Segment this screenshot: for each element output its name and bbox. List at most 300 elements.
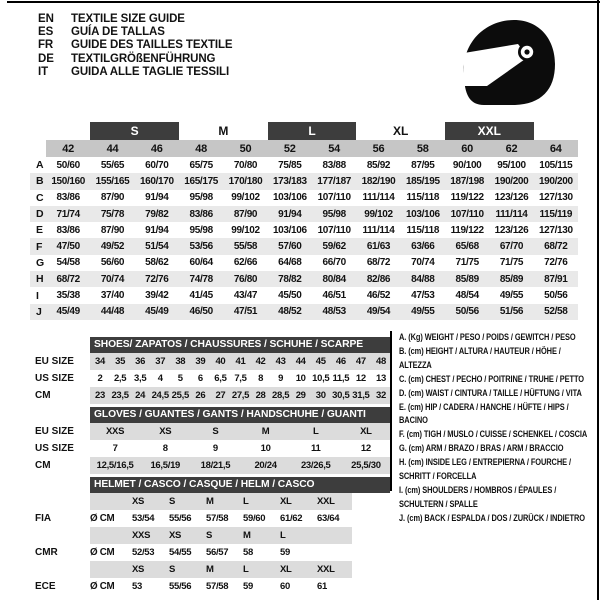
shoe-size-cell: 8: [258, 372, 264, 384]
glove-size-cell: 23/26,5: [291, 457, 341, 474]
measure-cell: 103/106: [272, 192, 307, 204]
legend-item: A. (Kg) WEIGHT / PESO / POIDS / GEWITCH / PESO: [399, 332, 576, 342]
measure-cell: 72/76: [145, 273, 169, 285]
measure-cell: 50/56: [455, 306, 479, 318]
language-code: EN: [38, 13, 54, 25]
shoe-size-cell: 24: [130, 387, 150, 404]
shoe-size-cell: 4: [157, 372, 163, 384]
helmet-unit-spacer: [90, 493, 130, 510]
helmet-value-cell: 53/54: [132, 512, 155, 524]
measure-cell: 78/82: [278, 273, 302, 285]
helmet-size-cell: S: [204, 527, 241, 544]
shoe-size-cell: 42: [251, 353, 271, 370]
size-group-label: L: [268, 122, 357, 140]
helmet-value-row: [35, 578, 391, 595]
shoe-size-cell: 36: [130, 353, 150, 370]
measure-cell: 83/88: [322, 159, 346, 171]
legend-item: B. (cm) HEIGHT / ALTURA / HAUTEUR / HÖHE / ALTEZZA: [399, 345, 561, 370]
measure-row: [30, 287, 578, 303]
shoe-size-cell: 45: [311, 353, 331, 370]
measure-cell: 187/198: [450, 175, 484, 187]
helmet-size-cell: L: [241, 493, 278, 510]
helmet-value-cell: 60: [280, 580, 290, 592]
measure-cell: 60/70: [145, 159, 169, 171]
glove-size-cell: 16,5/19: [140, 457, 190, 474]
measure-cell: 46/51: [322, 290, 346, 302]
helmet-size-cell: XXL: [315, 493, 352, 510]
helmet-value-cell: 54/55: [169, 546, 192, 558]
glove-size-row-label: EU SIZE: [35, 425, 74, 437]
shoe-size-cell: 10: [295, 372, 306, 384]
shoe-size-cell: 37: [150, 353, 170, 370]
shoe-size-cell: 38: [170, 353, 190, 370]
helmet-size-cell: XS: [130, 493, 167, 510]
helmet-value-cell: 61/62: [280, 512, 303, 524]
measure-cell: 65/68: [455, 241, 479, 253]
measure-cell: 111/114: [362, 192, 395, 204]
helmet-value-cell: 59: [243, 580, 253, 592]
shoes-table-title: SHOES/ ZAPATOS / CHAUSSURES / SCHUHE / SCARPE: [90, 337, 390, 353]
size-number-cell: 46: [135, 140, 179, 157]
shoe-size-cell: 13: [375, 372, 386, 384]
measure-cell: 115/118: [406, 192, 440, 204]
measure-cell: 60/64: [189, 257, 213, 269]
shoe-size-cell: 23: [90, 387, 110, 404]
measure-cell: 123/126: [494, 192, 529, 204]
shoe-size-cell: 31,5: [351, 387, 371, 404]
shoe-size-cell: 27,5: [230, 387, 250, 404]
helmet-value-cell: 57/58: [206, 580, 229, 592]
measure-cell: 50/60: [56, 159, 80, 171]
measurement-legend: [399, 331, 593, 526]
shoe-size-cell: 7,5: [234, 372, 247, 384]
glove-size-cell: 9: [212, 442, 218, 454]
measure-cell: 64/68: [278, 257, 302, 269]
size-number-cell: 48: [179, 140, 223, 157]
measure-cell: 49/54: [366, 306, 391, 318]
measure-cell: 90/100: [452, 159, 482, 171]
size-number-cell: 50: [223, 140, 267, 157]
glove-size-cell: 20/24: [241, 457, 291, 474]
measure-cell: 41/45: [189, 290, 213, 302]
gloves-table-title: GLOVES / GUANTES / GANTS / HANDSCHUHE / GUANTI: [90, 407, 390, 423]
measure-cell: 46/50: [189, 306, 213, 318]
language-code: FR: [38, 39, 54, 52]
shoes-table: [35, 337, 391, 404]
measure-cell: 115/118: [406, 224, 440, 236]
glove-size-cell: 7: [112, 442, 118, 454]
measure-cell: 39/42: [145, 290, 169, 302]
legend-item: G. (cm) ARM / BRAZO / BRAS / ARM / BRACCIO: [399, 443, 564, 454]
measure-cell: 74/78: [189, 273, 213, 285]
helmet-size-spacer: [35, 527, 90, 544]
measure-row-label: F: [36, 240, 43, 253]
glove-size-row: [35, 440, 391, 457]
helmet-value-cell: 55/56: [169, 580, 192, 592]
measure-row-label: D: [36, 208, 44, 221]
helmet-size-spacer: [35, 561, 90, 578]
helmet-value-cell: 59: [280, 546, 290, 558]
shoe-size-cell: 27: [210, 387, 230, 404]
measure-cell: 45/49: [145, 306, 169, 318]
measure-cell: 37/40: [100, 290, 125, 302]
measure-cell: 46/52: [366, 290, 391, 302]
glove-size-cell: 18/21,5: [190, 457, 240, 474]
measure-cell: 48/53: [322, 306, 346, 318]
helmet-size-cell: XS: [130, 561, 167, 578]
right-border-line: [597, 0, 599, 600]
measure-cell: 59/62: [322, 241, 346, 253]
measure-cell: 55/65: [100, 159, 125, 171]
shoe-size-cell: 40: [210, 353, 230, 370]
helmet-value-cell: [315, 544, 352, 561]
helmet-size-cell: XS: [167, 527, 204, 544]
measure-row: [30, 206, 578, 222]
shoe-size-row: [35, 387, 391, 404]
measure-cell: 103/106: [405, 208, 440, 220]
measure-cell: 70/80: [233, 159, 258, 171]
helmet-value-cell: 63/64: [317, 512, 340, 524]
helmet-standard-label: FIA: [35, 512, 52, 524]
size-group-label: S: [90, 122, 179, 140]
measure-cell: 49/55: [411, 306, 435, 318]
helmet-unit-label: Ø CM: [90, 512, 115, 524]
shoe-size-cell: 46: [331, 353, 351, 370]
measure-cell: 91/94: [145, 224, 169, 236]
language-row: [38, 53, 233, 66]
size-number-cell: 42: [46, 140, 90, 157]
size-number-cell: 58: [401, 140, 445, 157]
helmet-standard-label: ECE: [35, 580, 56, 592]
measure-cell: 185/195: [405, 175, 440, 187]
legend-item: C. (cm) CHEST / PECHO / POITRINE / TRUHE / PETTO: [399, 373, 584, 384]
measure-cell: 107/110: [317, 224, 351, 236]
helmet-value-cell: 52/53: [132, 546, 155, 558]
helmet-value-row: [35, 544, 391, 561]
language-list: [38, 13, 233, 79]
measure-cell: 75/85: [278, 159, 302, 171]
size-number-cell: 56: [356, 140, 400, 157]
helmet-unit-spacer: [90, 561, 130, 578]
measure-cell: 68/72: [544, 241, 568, 253]
measure-cell: 70/74: [100, 273, 125, 285]
measure-cell: 85/89: [455, 273, 479, 285]
shoe-size-row: [35, 353, 391, 370]
measure-cell: 48/52: [278, 306, 302, 318]
measure-cell: 182/190: [361, 175, 396, 187]
measure-cell: 95/100: [497, 159, 526, 171]
language-code: ES: [38, 26, 54, 39]
shoe-size-row-label: US SIZE: [35, 372, 74, 384]
helmet-size-row: [35, 561, 391, 578]
measure-cell: 111/114: [495, 208, 528, 220]
measure-cell: 62/66: [233, 257, 258, 269]
measure-cell: 56/60: [100, 257, 125, 269]
shoe-size-cell: 30: [311, 387, 331, 404]
size-number-cell: 64: [534, 140, 578, 157]
legend-item: I. (cm) SHOULDERS / HOMBROS / ÉPAULES / SCHULTERN / SPALLE: [399, 484, 557, 509]
shoe-size-cell: 9: [278, 372, 284, 384]
measure-cell: 95/98: [189, 192, 213, 204]
shoe-size-cell: 11,5: [332, 372, 350, 384]
glove-size-cell: M: [241, 423, 291, 440]
shoe-size-cell: 47: [351, 353, 371, 370]
helmet-size-cell: M: [204, 561, 241, 578]
measure-row: [30, 304, 578, 320]
measure-cell: 155/165: [95, 175, 130, 187]
measure-cell: 68/72: [366, 257, 391, 269]
measure-row-label: J: [36, 305, 42, 318]
measure-cell: 53/56: [189, 241, 213, 253]
shoe-size-cell: 28: [251, 387, 271, 404]
helmet-size-cell: S: [167, 493, 204, 510]
helmet-value-cell: 53: [132, 580, 142, 592]
measure-cell: 51/56: [499, 306, 524, 318]
language-row: [38, 39, 233, 52]
legend-divider-line: [390, 331, 392, 491]
measure-cell: 105/115: [539, 159, 573, 171]
size-group-row: [30, 122, 578, 140]
legend-item: E. (cm) HIP / CADERA / HANCHE / HÜFTE / HIPS / BACINO: [399, 401, 569, 426]
measure-cell: 49/55: [499, 290, 524, 302]
glove-size-cell: 12,5/16,5: [90, 457, 140, 474]
language-text: GUÍA DE TALLAS: [71, 26, 165, 39]
shoe-size-cell: 44: [291, 353, 311, 370]
size-group-label: XL: [392, 124, 409, 138]
measure-cell: 177/187: [317, 175, 351, 187]
legend-item: H. (cm) INSIDE LEG / ENTREPIERNA / FOURCHE / SCHRITT / FORCELLA: [399, 457, 571, 482]
measure-cell: 173/183: [272, 175, 307, 187]
shoe-size-cell: 2: [97, 372, 103, 384]
shoe-size-row: [35, 370, 391, 387]
helmet-unit-label: Ø CM: [90, 546, 115, 558]
measure-cell: 66/70: [322, 257, 346, 269]
shoe-size-cell: 48: [371, 353, 391, 370]
measure-cell: 43/47: [233, 290, 258, 302]
size-number-cell: 52: [268, 140, 312, 157]
shoe-size-cell: 43: [271, 353, 291, 370]
shoe-size-cell: 35: [110, 353, 130, 370]
gloves-table: [35, 407, 391, 474]
measure-cell: 83/86: [56, 192, 80, 204]
measure-row: [30, 157, 578, 173]
shoe-size-cell: 25,5: [170, 387, 190, 404]
helmet-size-cell: XXS: [130, 527, 167, 544]
measure-cell: 67/70: [499, 241, 524, 253]
glove-size-cell: 10: [260, 442, 271, 454]
shoe-size-cell: 24,5: [150, 387, 170, 404]
measure-cell: 71/75: [499, 257, 524, 269]
measure-cell: 71/75: [455, 257, 479, 269]
helmet-size-row: [35, 493, 391, 510]
language-row: [38, 13, 233, 26]
shoe-size-cell: 12: [355, 372, 366, 384]
measure-cell: 54/58: [56, 257, 80, 269]
helmet-table-title: HELMET / CASCO / CASQUE / HELM / CASCO: [90, 477, 390, 493]
glove-size-cell: XXS: [90, 423, 140, 440]
shoe-size-cell: 10,5: [312, 372, 330, 384]
glove-size-row: [35, 457, 391, 474]
size-number-cell: 44: [90, 140, 134, 157]
helmet-size-cell: XXL: [315, 561, 352, 578]
shoe-size-cell: 32: [371, 387, 391, 404]
helmet-standard-label: CMR: [35, 546, 58, 558]
measure-row: [30, 238, 578, 254]
measure-cell: 85/89: [499, 273, 524, 285]
measure-cell: 68/72: [56, 273, 80, 285]
measure-row: [30, 271, 578, 287]
measure-cell: 87/90: [100, 192, 125, 204]
measure-cell: 150/160: [51, 175, 86, 187]
language-text: GUIDE DES TAILLES TEXTILE: [71, 39, 233, 52]
measure-cell: 95/98: [322, 208, 346, 220]
shoe-size-row-label: CM: [35, 389, 51, 401]
measure-cell: 107/110: [317, 192, 351, 204]
shoe-size-cell: 3,5: [134, 372, 147, 384]
measure-cell: 103/106: [272, 224, 307, 236]
measure-cell: 165/175: [184, 175, 218, 187]
language-text: GUIDA ALLE TAGLIE TESSILI: [71, 65, 230, 78]
helmet-size-cell: L: [241, 561, 278, 578]
measure-cell: 190/200: [538, 175, 573, 187]
language-text: TEXTILE SIZE GUIDE: [71, 13, 185, 25]
language-row: [38, 66, 233, 79]
shoe-size-cell: 39: [190, 353, 210, 370]
shoe-size-cell: 26: [190, 387, 210, 404]
helmet-size-cell: XL: [278, 561, 315, 578]
measure-cell: 35/38: [56, 290, 80, 302]
measure-cell: 99/102: [231, 224, 260, 236]
glove-size-row-label: US SIZE: [35, 442, 74, 454]
measure-cell: 45/49: [56, 306, 80, 318]
measure-cell: 115/119: [539, 208, 573, 220]
measure-cell: 123/126: [494, 224, 529, 236]
glove-size-cell: 12: [360, 442, 371, 454]
measure-cell: 83/86: [189, 208, 213, 220]
language-code: DE: [38, 52, 54, 65]
measure-cell: 65/75: [189, 159, 213, 171]
size-group-label: M: [218, 124, 229, 138]
measure-cell: 127/130: [538, 224, 573, 236]
measure-row-label: G: [36, 256, 45, 269]
size-number-row: [30, 140, 578, 157]
glove-size-cell: 25,5/30: [341, 457, 391, 474]
measure-cell: 99/102: [231, 192, 260, 204]
size-group-label: XXL: [445, 122, 534, 140]
measure-cell: 160/170: [139, 175, 174, 187]
helmet-size-cell: L: [278, 527, 315, 544]
shoe-size-cell: 34: [90, 353, 110, 370]
helmet-size-cell: [315, 527, 352, 544]
shoe-size-cell: 23,5: [110, 387, 130, 404]
measure-cell: 87/95: [411, 159, 435, 171]
measure-cell: 82/86: [366, 273, 391, 285]
measure-cell: 63/66: [411, 241, 435, 253]
top-border-line: [7, 1, 600, 3]
helmet-unit-label: Ø CM: [90, 580, 115, 592]
shoe-size-cell: 6: [197, 372, 203, 384]
language-code: IT: [38, 65, 49, 78]
helmet-value-cell: 57/58: [206, 512, 229, 524]
measure-cell: 84/88: [411, 273, 435, 285]
measure-row-label: B: [36, 175, 44, 188]
measure-cell: 119/122: [450, 192, 484, 204]
size-number-cell: 62: [489, 140, 533, 157]
measure-cell: 50/56: [544, 290, 568, 302]
measure-cell: 83/86: [56, 224, 80, 236]
helmet-value-cell: 61: [317, 580, 327, 592]
measure-row-label: H: [36, 273, 44, 286]
measure-cell: 47/51: [233, 306, 258, 318]
measure-row: [30, 222, 578, 238]
measure-cell: 87/91: [544, 273, 568, 285]
measure-cell: 55/58: [233, 241, 258, 253]
glove-size-cell: 11: [311, 442, 321, 454]
glove-size-row: [35, 423, 391, 440]
measure-cell: 71/74: [56, 208, 80, 220]
measure-row-label: C: [36, 191, 44, 204]
measure-cell: 47/53: [411, 290, 435, 302]
measure-cell: 52/58: [544, 306, 568, 318]
language-text: TEXTILGRÖßENFÜHRUNG: [71, 52, 216, 65]
measure-row-label: E: [36, 224, 44, 237]
measure-cell: 75/78: [100, 208, 125, 220]
glove-size-cell: S: [190, 423, 240, 440]
measure-cell: 190/200: [494, 175, 529, 187]
helmet-value-cell: 58: [243, 546, 253, 558]
measure-cell: 48/54: [455, 290, 479, 302]
measure-cell: 99/102: [364, 208, 393, 220]
legend-item: J. (cm) BACK / ESPALDA / DOS / ZURÜCK / INDIETRO: [399, 512, 585, 523]
glove-size-cell: L: [291, 423, 341, 440]
helmet-size-row: [35, 527, 391, 544]
helmet-size-cell: XL: [278, 493, 315, 510]
legend-item: F. (cm) TIGH / MUSLO / CUISSE / SCHENKEL / COSCIA: [399, 429, 588, 440]
language-row: [38, 26, 233, 39]
shoe-size-cell: 30,5: [331, 387, 351, 404]
shoe-size-cell: 6,5: [214, 372, 227, 384]
measure-cell: 119/122: [450, 224, 484, 236]
measure-cell: 87/90: [100, 224, 125, 236]
measure-cell: 51/54: [145, 241, 169, 253]
measure-cell: 87/90: [233, 208, 258, 220]
helmet-table: [35, 477, 391, 595]
textile-size-table: [30, 122, 578, 320]
helmet-value-cell: 59/60: [243, 512, 266, 524]
measure-cell: 95/98: [189, 224, 213, 236]
shoe-size-cell: 5: [177, 372, 183, 384]
shoe-size-cell: 29: [291, 387, 311, 404]
measure-cell: 170/180: [228, 175, 263, 187]
helmet-value-cell: 55/56: [169, 512, 192, 524]
shoe-size-cell: 41: [230, 353, 250, 370]
legend-item: D. (cm) WAIST / CINTURA / TAILLE / HÜFTUNG / VITA: [399, 387, 582, 398]
measure-cell: 80/84: [322, 273, 346, 285]
helmet-size-cell: S: [167, 561, 204, 578]
size-number-cell: 54: [312, 140, 356, 157]
measure-cell: 91/94: [145, 192, 169, 204]
measure-row-label: I: [36, 289, 39, 302]
glove-size-cell: XS: [140, 423, 190, 440]
measure-cell: 85/92: [366, 159, 391, 171]
measure-cell: 57/60: [278, 241, 302, 253]
measure-row: [30, 255, 578, 271]
helmet-value-cell: 56/57: [206, 546, 229, 558]
measure-cell: 45/50: [278, 290, 302, 302]
shoe-size-cell: 28,5: [271, 387, 291, 404]
measure-cell: 70/74: [411, 257, 435, 269]
helmet-unit-spacer: [90, 527, 130, 544]
